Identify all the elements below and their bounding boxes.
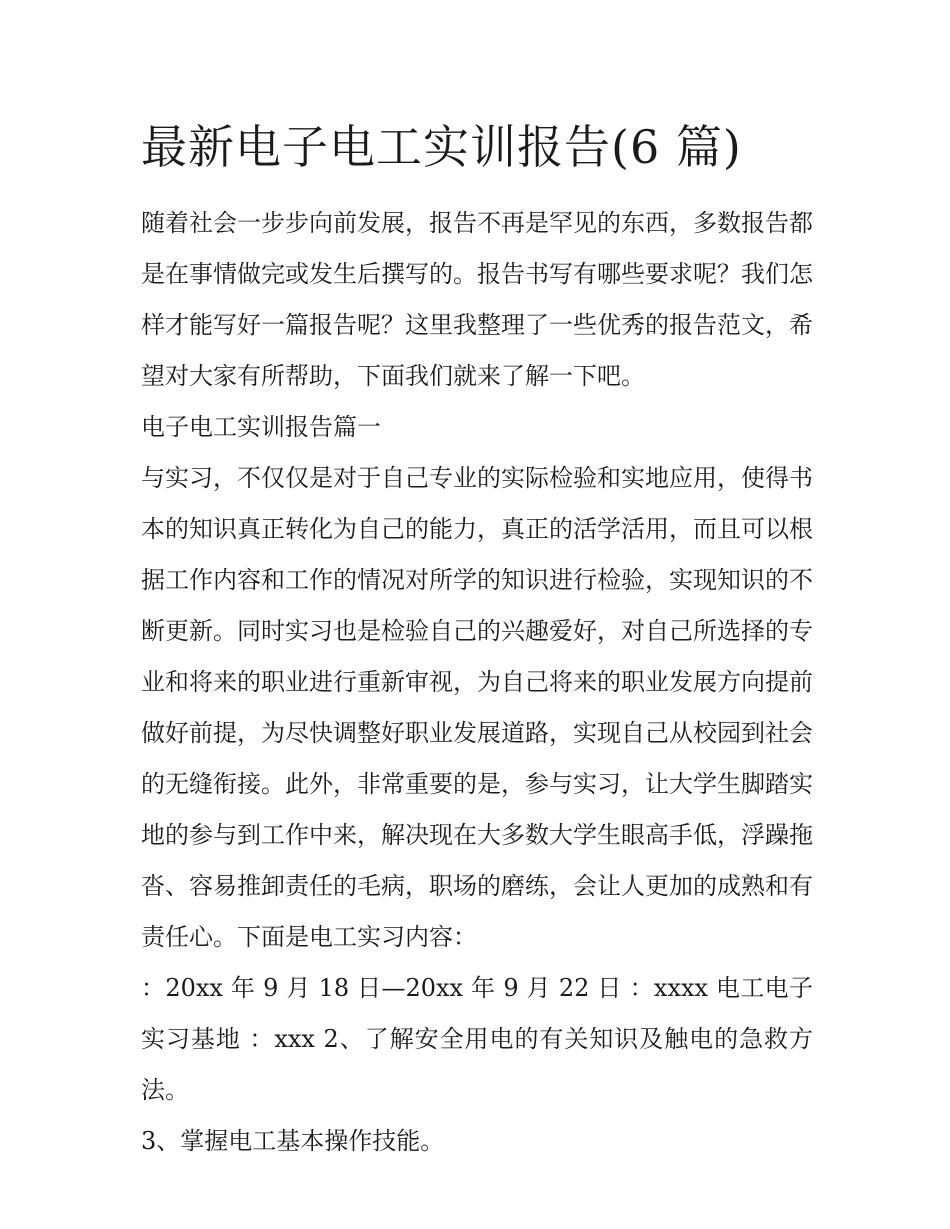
section-heading: 电子电工实训报告篇一 xyxy=(141,413,381,441)
skills-paragraph: 3、掌握电工基本操作技能。 xyxy=(141,1127,445,1155)
schedule-paragraph: ：20xx 年 9 月 18 日—20xx 年 9 月 22 日 ：xxxx 电工电子实习基地 ：xxx 2、了解安全用电的有关知识及触电的急救方法。 xyxy=(141,974,813,1104)
document-title: 最新电子电工实训报告(6 篇) xyxy=(141,120,742,174)
document-body xyxy=(141,198,813,1167)
body-paragraph: 与实习，不仅仅是对于自己专业的实际检验和实地应用，使得书本的知识真正转化为自己的能力，真正的活学活用，而且可以根据工作内容和工作的情况对所学的知识进行检验，实现知识的不断更新。同时实习也是检验自己的兴趣爱好，对自己所选择的专业和将来的职业进行重新审视，为自己将来的职业发展方向提前做好前提，为尽快调整好职业发展道路，实现自己从校园到社会的无缝衔接。此外，非常重要的是，参与实习，让大学生脚踏实地的参与到工作中来，解决现在大多数大学生眼高手低，浮躁拖沓、容易推卸责任的毛病，职场的磨练，会让人更加的成熟和有责任心。下面是电工实习内容： xyxy=(141,464,813,951)
intro-paragraph: 随着社会一步步向前发展，报告不再是罕见的东西，多数报告都是在事情做完或发生后撰写的。报告书写有哪些要求呢？我们怎样才能写好一篇报告呢？这里我整理了一些优秀的报告范文，希望对大家有所帮助，下面我们就来了解一下吧。 xyxy=(141,209,813,390)
